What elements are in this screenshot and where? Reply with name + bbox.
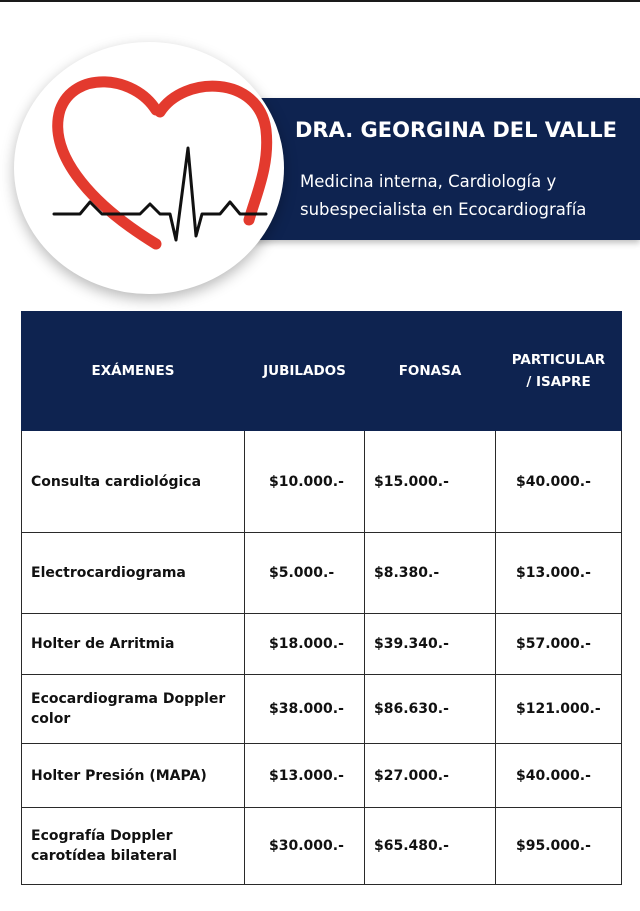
price-particular: $13.000.-: [496, 533, 622, 614]
price-particular: $57.000.-: [496, 614, 622, 675]
header-fonasa: FONASA: [365, 312, 496, 431]
specialty-line-1: Medicina interna, Cardiología y: [300, 172, 557, 191]
price-particular: $40.000.-: [496, 744, 622, 808]
exam-name: Electrocardiograma: [22, 533, 245, 614]
price-fonasa: $8.380.-: [365, 533, 496, 614]
table-header-row: [22, 312, 622, 431]
specialty: [300, 168, 630, 224]
exam-name: Ecocardiograma Doppler color: [22, 675, 245, 744]
top-border: [0, 0, 640, 2]
price-jubilados: $13.000.-: [245, 744, 365, 808]
price-jubilados: $18.000.-: [245, 614, 365, 675]
doctor-name: DRA. GEORGINA DEL VALLE: [295, 118, 617, 142]
table-row: [22, 533, 622, 614]
table-row: [22, 675, 622, 744]
specialty-line-2: subespecialista en Ecocardiografía: [300, 200, 587, 219]
exam-name: Holter de Arritmia: [22, 614, 245, 675]
heart-ecg-icon: [44, 70, 274, 250]
header-exams: EXÁMENES: [22, 312, 245, 431]
price-fonasa: $65.480.-: [365, 808, 496, 885]
header-jubilados: JUBILADOS: [245, 312, 365, 431]
table-row: [22, 744, 622, 808]
price-fonasa: $86.630.-: [365, 675, 496, 744]
price-fonasa: $39.340.-: [365, 614, 496, 675]
price-particular: $121.000.-: [496, 675, 622, 744]
table-row: [22, 614, 622, 675]
price-jubilados: $5.000.-: [245, 533, 365, 614]
exam-name: Consulta cardiológica: [22, 431, 245, 533]
price-fonasa: $27.000.-: [365, 744, 496, 808]
table-row: [22, 431, 622, 533]
price-jubilados: $10.000.-: [245, 431, 365, 533]
price-particular: $95.000.-: [496, 808, 622, 885]
header-particular: PARTICULAR / ISAPRE: [496, 312, 622, 431]
price-jubilados: $38.000.-: [245, 675, 365, 744]
table-row: [22, 808, 622, 885]
exam-name: Ecografía Doppler carotídea bilateral: [22, 808, 245, 885]
price-particular: $40.000.-: [496, 431, 622, 533]
price-table: [21, 311, 622, 885]
price-jubilados: $30.000.-: [245, 808, 365, 885]
exam-name: Holter Presión (MAPA): [22, 744, 245, 808]
price-fonasa: $15.000.-: [365, 431, 496, 533]
